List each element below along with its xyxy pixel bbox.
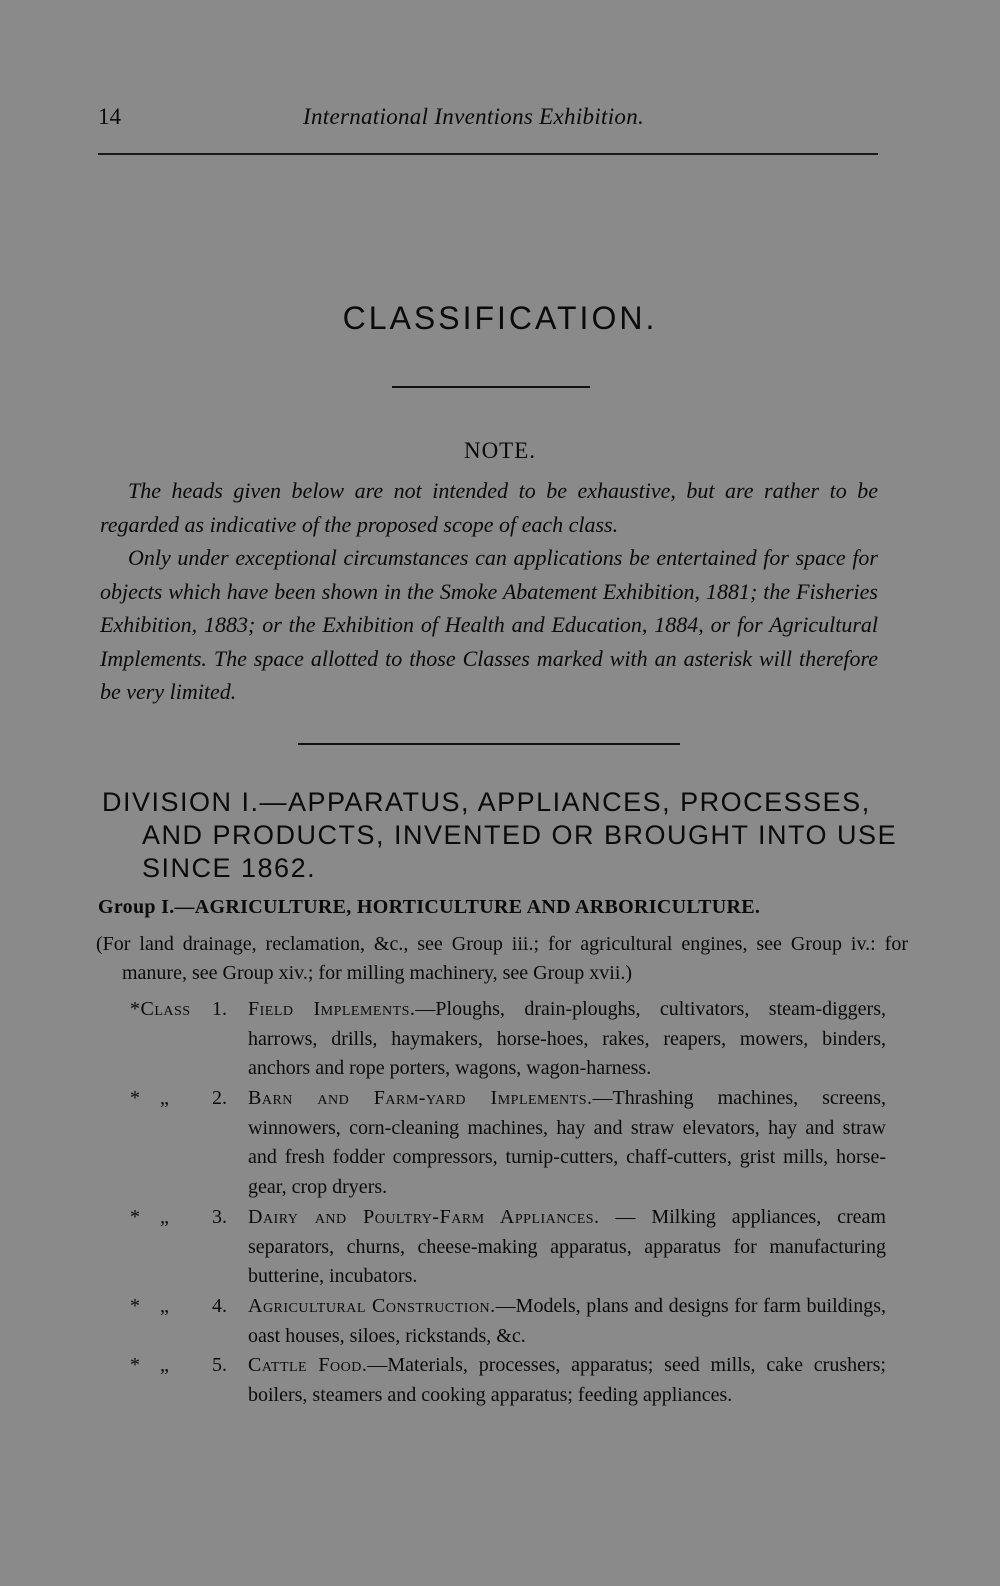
class-description: —Ploughs, drain-ploughs, cultivators, steam-diggers, harrows, drills, haymakers, horse-hoes, rakes, reapers, mowers, binders, anchors and rope porters, wagons, wagon-harness. <box>248 998 886 1079</box>
class-entry <box>96 995 886 1084</box>
class-heading: Barn and Farm-yard Implements. <box>248 1087 593 1109</box>
class-text <box>248 1292 886 1351</box>
asterisk-marker: * <box>130 1354 140 1376</box>
note-block <box>100 474 878 709</box>
class-heading: Cattle Food. <box>248 1354 368 1376</box>
class-number: 5. <box>212 1354 227 1376</box>
section-rule <box>298 743 680 745</box>
class-heading: Dairy and Poultry-Farm Appliances. <box>248 1206 600 1228</box>
class-text <box>248 1351 886 1410</box>
ditto-mark: „ <box>160 1354 169 1376</box>
class-list <box>96 995 886 1440</box>
group-heading: Group I.—AGRICULTURE, HORTICULTURE AND ARBORICULTURE. <box>98 896 761 918</box>
page-title: CLASSIFICATION. <box>342 300 658 336</box>
division-heading: DIVISION I.—APPARATUS, APPLIANCES, PROCESSES, AND PRODUCTS, INVENTED OR BROUGHT INTO USE SINCE 1862. <box>102 787 898 883</box>
class-text <box>248 995 886 1084</box>
ditto-mark: „ <box>160 1295 169 1317</box>
class-description: —Thrashing machines, screens, winnowers, corn-cleaning machines, hay and straw elevators, hay and straw and fresh fodder compressors, turnip-cutters, chaff-cutters, grist mills, horse-gear, crop dryers. <box>248 1087 886 1198</box>
class-description: —Materials, processes, apparatus; seed mills, cake crushers; boilers, steamers and cooking apparatus; feeding appliances. <box>248 1354 886 1406</box>
group-note: (For land drainage, reclamation, &c., see Group iii.; for agricultural engines, see Group iv.: for manure, see Group xiv.; for milling machinery, see Group xvii.) <box>96 933 908 984</box>
class-description: —Models, plans and designs for farm buildings, oast houses, siloes, rickstands, &c. <box>248 1295 886 1347</box>
class-entry <box>96 1084 886 1203</box>
header-rule <box>98 153 878 155</box>
page-header <box>98 104 878 136</box>
ditto-mark: „ <box>160 1087 169 1109</box>
ditto-mark: „ <box>160 1206 169 1228</box>
class-text <box>248 1203 886 1292</box>
note-paragraph: The heads given below are not intended to be exhaustive, but are rather to be regarded as indicative of the proposed scope of each class. <box>100 478 878 537</box>
class-text <box>248 1084 886 1202</box>
note-paragraph: Only under exceptional circumstances can applications be entertained for space for objects which have been shown in the Smoke Abatement Exhibition, 1881; the Fisheries Exhibition, 1883; or the Exhibition of Health and Education, 1884, or for Agricultural Implements. The space allotted to those Classes marked with an asterisk will therefore be very limited. <box>100 545 878 704</box>
class-number: 4. <box>212 1295 227 1317</box>
class-entry <box>96 1203 886 1292</box>
asterisk-marker: * <box>130 1206 140 1228</box>
class-number: 1. <box>212 998 227 1020</box>
class-number: 2. <box>212 1087 227 1109</box>
class-marker: *Class <box>130 998 191 1020</box>
class-entry <box>96 1292 886 1351</box>
class-description: — Milking appliances, cream separators, churns, cheese-making apparatus, apparatus for manufacturing butterine, incubators. <box>248 1206 886 1287</box>
title-rule <box>392 386 590 388</box>
asterisk-marker: * <box>130 1295 140 1317</box>
class-entry <box>96 1351 886 1440</box>
note-heading: NOTE. <box>463 438 537 463</box>
class-heading: Field Implements. <box>248 998 416 1020</box>
running-title: International Inventions Exhibition. <box>303 104 645 129</box>
class-number: 3. <box>212 1206 227 1228</box>
asterisk-marker: * <box>130 1087 140 1109</box>
class-heading: Agricultural Construction. <box>248 1295 496 1317</box>
page-number: 14 <box>98 104 121 129</box>
